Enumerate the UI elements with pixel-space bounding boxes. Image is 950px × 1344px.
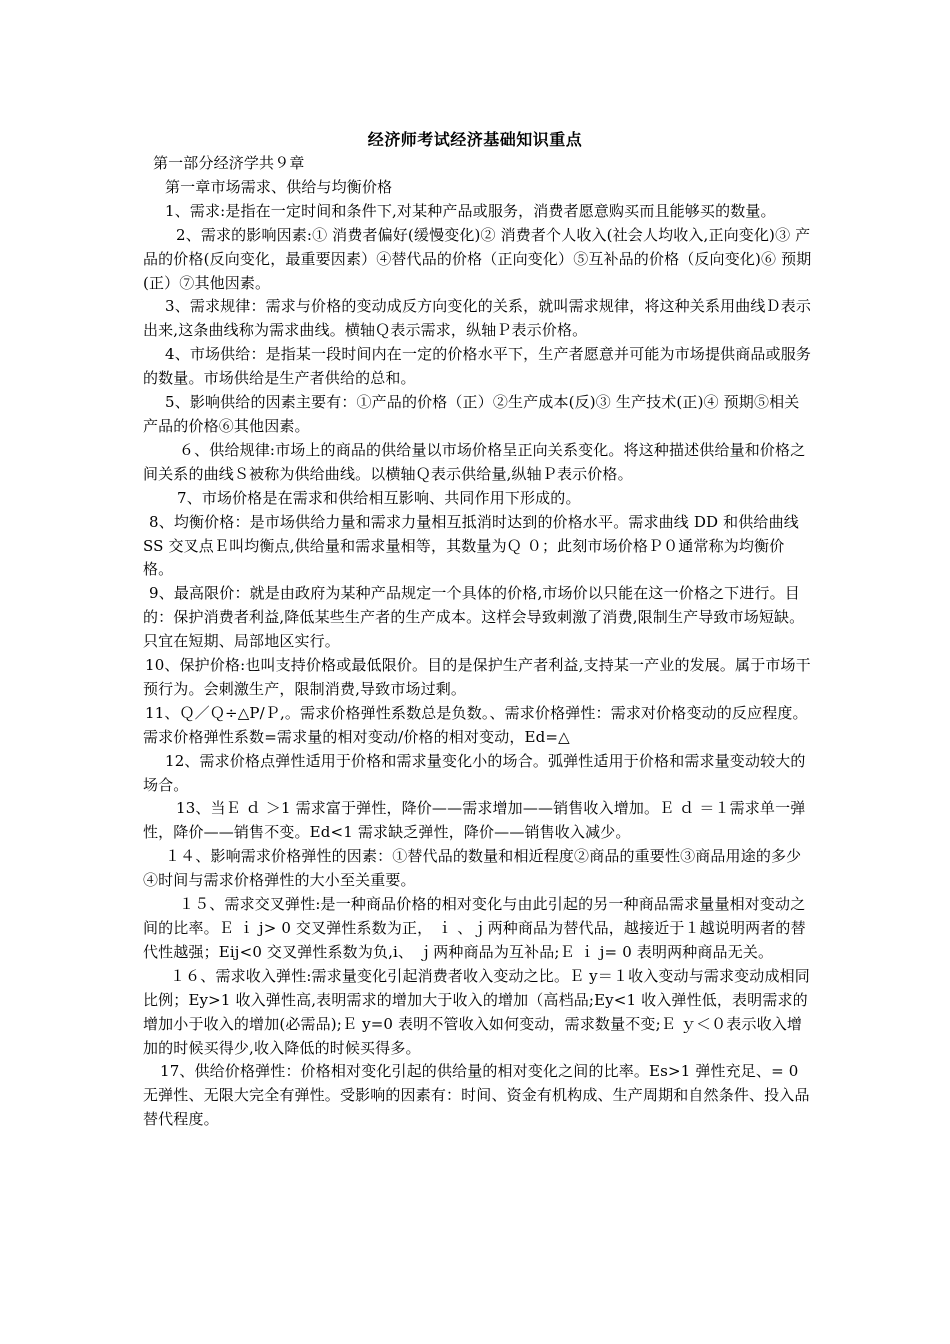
item-7: 7、市场价格是在需求和供给相互影响、共同作用下形成的。 [177,488,581,507]
item-17: 17、供给价格弹性：价格相对变化引起的供给量的相对变化之间的比率。Es>1 弹性充足、= 0 无弹性、无限大完全有弹性。受影响的因素有：时间、资金有机构成、生产周期和自然条件、投入品替代程度。 [143,1062,810,1129]
part-heading: 第一部分经济学共９章 [153,154,305,172]
item-8: 8、均衡价格：是市场供给力量和需求力量相互抵消时达到的价格水平。需求曲线 DD 和供给曲线 SS 交叉点Ｅ叫均衡点,供给量和需求量相等，其数量为Ｑ ０；此刻市场价格Ｐ０通常称为均衡价格。 [143,512,799,579]
item-2: 2、需求的影响因素:① 消费者偏好(缓慢变化)② 消费者个人收入(社会人均收入,正向变化)③ 产品的价格(反向变化，最重要因素）④替代品的价格（正向变化）⑤互补品的价格（反向变化)⑥ 预期(正）⑦其他因素。 [143,225,812,292]
item-12: 12、需求价格点弹性适用于价格和需求量变化小的场合。弧弹性适用于价格和需求量变动较大的场合。 [143,751,806,794]
item-6: ６、供给规律:市场上的商品的供给量以市场价格呈正向关系变化。将这种描述供给量和价格之间关系的曲线Ｓ被称为供给曲线。以横轴Ｑ表示供给量,纵轴Ｐ表示价格。 [143,440,806,483]
item-11: 11、Ｑ／Ｑ÷△P/Ｐ,。需求价格弹性系数总是负数。、需求价格弹性：需求对价格变动的反应程度。需求价格弹性系数=需求量的相对变动/价格的相对变动，Ed=△ [143,703,808,746]
document-body [143,152,813,1132]
item-5: 5、影响供给的因素主要有：①产品的价格（正）②生产成本(反)③ 生产技术(正)④ 预期⑤相关产品的价格⑥其他因素。 [143,393,800,435]
item-13: 13、当Ｅ ｄ ＞1 需求富于弹性，降价——需求增加——销售收入增加。Ｅ ｄ ＝１需求单一弹性，降价——销售不变。Ed<1 需求缺乏弹性，降价——销售收入减少。 [143,799,806,842]
item-10: 10、保护价格:也叫支持价格或最低限价。目的是保护生产者利益,支持某一产业的发展。属于市场干预行为。会刺激生产，限制消费,导致市场过剩。 [143,656,811,698]
item-1: 1、需求:是指在一定时间和条件下,对某种产品或服务，消费者愿意购买而且能够买的数量。 [165,201,776,220]
item-16: １６、需求收入弹性:需求量变化引起消费者收入变动之比。Ｅ y＝１收入变动与需求变动成相同比例；Ey>1 收入弹性高,表明需求的增加大于收入的增加（高档品;Ey<1 收入弹性低，表明需求的增加小于收入的增加(必需品);Ｅ y=0 表明不管收入如何变动，需求数量不变;Ｅ ｙ＜０表示收入增加的时候买得少,收入降低的时候买得多。 [143,966,810,1057]
item-4: 4、市场供给：是指某一段时间内在一定的价格水平下，生产者愿意并可能为市场提供商品或服务的数量。市场供给是生产者供给的总和。 [143,345,811,388]
item-14: １４、影响需求价格弹性的因素：①替代品的数量和相近程度②商品的重要性③商品用途的多少④时间与需求价格弹性的大小至关重要。 [143,847,802,890]
document-title: 经济师考试经济基础知识重点 [367,130,583,149]
item-9: 9、最高限价：就是由政府为某种产品规定一个具体的价格,市场价以只能在这一价格之下进行。目的：保护消费者利益,降低某些生产者的生产成本。这样会导致刺激了消费,限制生产导致市场短缺。只宜在短期、局部地区实行。 [143,584,805,651]
item-3: 3、需求规律：需求与价格的变动成反方向变化的关系，就叫需求规律，将这种关系用曲线Ｄ表示出来,这条曲线称为需求曲线。横轴Ｑ表示需求，纵轴Ｐ表示价格。 [143,297,811,340]
chapter-heading: 第一章市场需求、供给与均衡价格 [165,177,393,196]
item-15: １５、需求交叉弹性:是一种商品价格的相对变化与由此引起的另一种商品需求量量相对变动之间的比率。Ｅ ｉ j> 0 交叉弹性系数为正， ｉ 、ｊ两种商品为替代品，越接近于１越说明两者的替代性越强；Eij<0 交叉弹性系数为负,i、 ｊ两种商品为互补品;Ｅ ｉ j= 0 表明两种商品无关。 [143,895,806,961]
